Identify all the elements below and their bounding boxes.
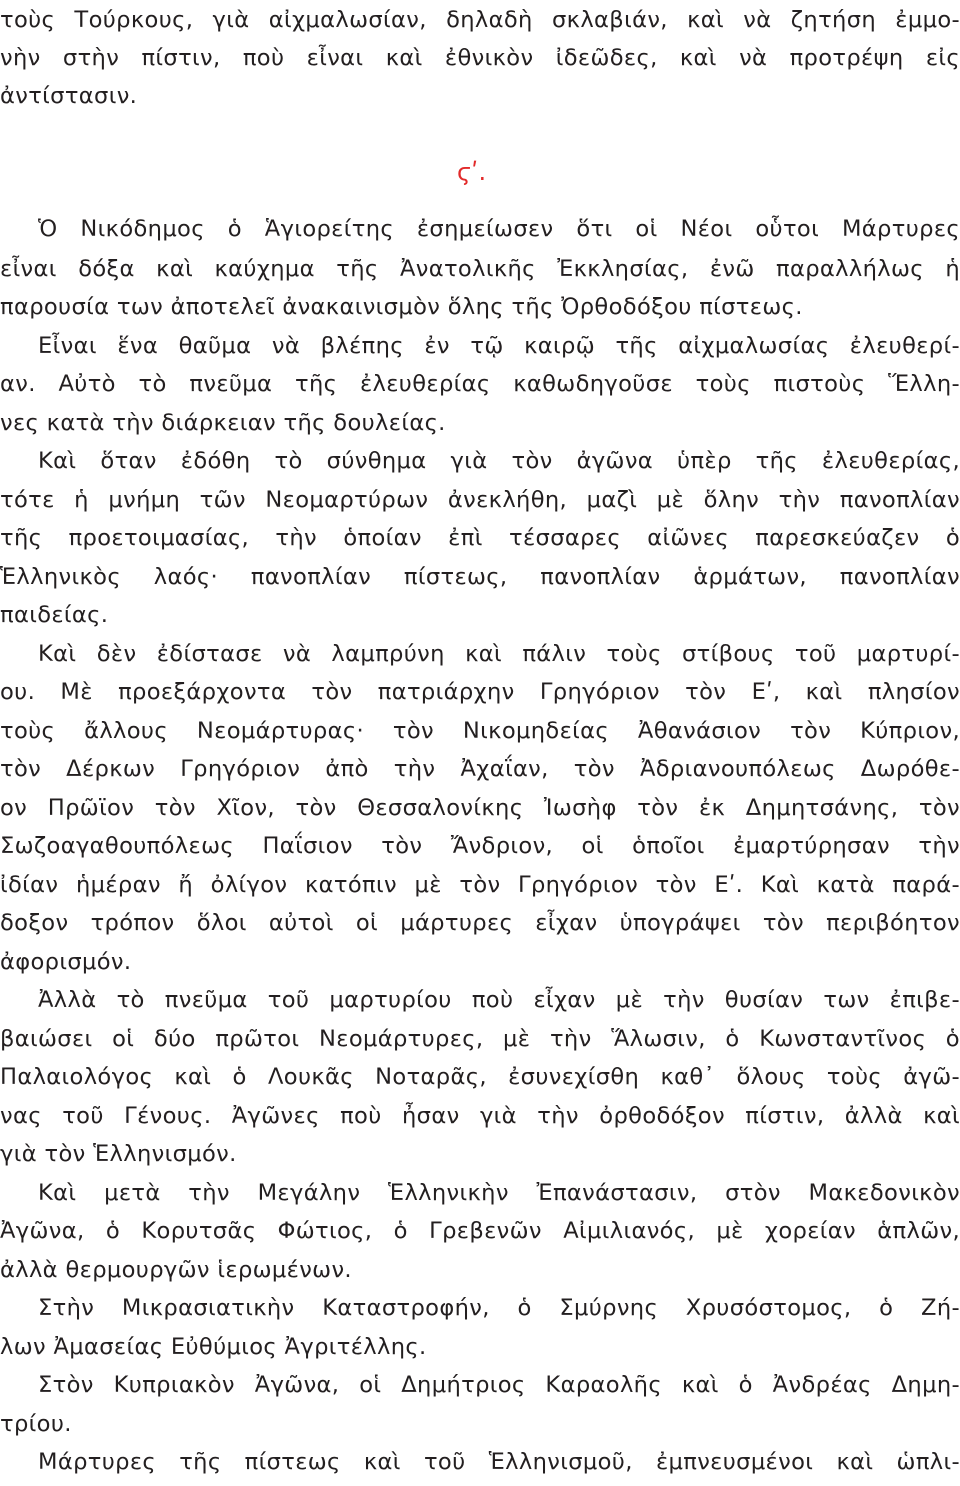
paragraph-first-line: Καὶ μετὰ τὴν Μεγάλην Ἑλληνικὴν Ἐπανάστασιν, στὸν Μακεδονικὸν xyxy=(38,1180,960,1206)
text-line: τότε ἡ μνήμη τῶν Νεομαρτύρων ἀνεκλήθη, μαζὶ μὲ ὅλην τὴν πανοπλίαν xyxy=(0,487,960,513)
paragraph-first-line: Καὶ ὅταν ἐδόθη τὸ σύνθημα γιὰ τὸν ἀγῶνα ὑπὲρ τῆς ἐλευθερίας, xyxy=(38,448,960,474)
text-line: ἰδίαν ἡμέραν ἤ ὀλίγον κατόπιν μὲ τὸν Γρηγόριον τὸν Εʹ. Καὶ κατὰ παρά- xyxy=(0,872,960,898)
text-line: Σωζοαγαθουπόλεως Παΐσιον τὸν Ἄνδριον, οἱ ὁποῖοι ἐμαρτύρησαν τὴν xyxy=(0,833,960,859)
text-line: νες κατὰ τὴν διάρκειαν τῆς δουλείας. xyxy=(0,410,446,436)
text-line: βαιώσει οἱ δύο πρῶτοι Νεομάρτυρες, μὲ τὴν Ἅλωσιν, ὁ Κωνσταντῖνος ὁ xyxy=(0,1026,960,1052)
text-line: αν. Αὐτὸ τὸ πνεῦμα τῆς ἐλευθερίας καθωδηγοῦσε τοὺς πιστοὺς Ἕλλη- xyxy=(0,371,960,397)
text-line: εἶναι δόξα καὶ καύχημα τῆς Ἀνατολικῆς Ἐκκλησίας, ἐνῶ παραλλήλως ἡ xyxy=(0,256,960,282)
text-line: γιὰ τὸν Ἑλληνισμόν. xyxy=(0,1141,237,1167)
section-number: ϛʹ. xyxy=(457,158,487,186)
text-line: Ἀγῶνα, ὁ Κορυτσᾶς Φώτιος, ὁ Γρεβενῶν Αἰμιλιανός, μὲ χορείαν ἁπλῶν, xyxy=(0,1218,960,1244)
text-line: νας τοῦ Γένους. Ἀγῶνες ποὺ ἦσαν γιὰ τὴν ὀρθοδόξον πίστιν, ἀλλὰ καὶ xyxy=(0,1103,960,1129)
text-line: τοὺς ἄλλους Νεομάρτυρας· τὸν Νικομηδείας Ἀθανάσιον τὸν Κύπριον, xyxy=(0,718,960,744)
text-line: παρουσία των ἀποτελεῖ ἀνακαινισμὸν ὅλης τῆς Ὀρθοδόξου πίστεως. xyxy=(0,294,803,320)
text-line: ἀντίστασιν. xyxy=(0,83,138,109)
text-line: νὴν στὴν πίστιν, ποὺ εἶναι καὶ ἐθνικὸν ἰδεῶδες, καὶ νὰ προτρέψη εἰς xyxy=(0,45,960,71)
paragraph-first-line: Στὴν Μικρασιατικὴν Καταστροφήν, ὁ Σμύρνης Χρυσόστομος, ὁ Ζή- xyxy=(38,1295,960,1321)
text-line: Παλαιολόγος καὶ ὁ Λουκᾶς Νοταρᾶς, ἐσυνεχίσθη καθ᾽ ὅλους τοὺς ἀγῶ- xyxy=(0,1064,960,1090)
text-line: τῆς προετοιμασίας, τὴν ὁποίαν ἐπὶ τέσσαρες αἰῶνες παρεσκεύαζεν ὁ xyxy=(0,525,960,551)
paragraph-first-line: Μάρτυρες τῆς πίστεως καὶ τοῦ Ἑλληνισμοῦ, ἐμπνευσμένοι καὶ ὡπλι- xyxy=(38,1449,960,1475)
text-line: τοὺς Τούρκους, γιὰ αἰχμαλωσίαν, δηλαδὴ σκλαβιάν, καὶ νὰ ζητήση ἐμμο- xyxy=(0,7,960,33)
text-line: τὸν Δέρκων Γρηγόριον ἀπὸ τὴν Ἀχαΐαν, τὸν Ἀδριανουπόλεως Δωρόθε- xyxy=(0,756,960,782)
paragraph-first-line: Ὁ Νικόδημος ὁ Ἁγιορείτης ἐσημείωσεν ὅτι οἱ Νέοι οὗτοι Μάρτυρες xyxy=(38,216,960,242)
text-line: ον Πρῶϊον τὸν Χῖον, τὸν Θεσσαλονίκης Ἰωσὴφ τὸν ἐκ Δημητσάνης, τὸν xyxy=(0,795,960,821)
text-line: ἀλλὰ θερμουργῶν ἱερωμένων. xyxy=(0,1257,352,1283)
text-line: τρίου. xyxy=(0,1411,72,1437)
paragraph-first-line: Εἶναι ἕνα θαῦμα νὰ βλέπης ἐν τῷ καιρῷ τῆς αἰχμαλωσίας ἐλευθερί- xyxy=(38,333,960,359)
paragraph-first-line: Καὶ δὲν ἐδίστασε νὰ λαμπρύνη καὶ πάλιν τοὺς στίβους τοῦ μαρτυρί- xyxy=(38,641,960,667)
paragraph-first-line: Ἀλλὰ τὸ πνεῦμα τοῦ μαρτυρίου ποὺ εἶχαν μὲ τὴν θυσίαν των ἐπιβε- xyxy=(38,987,960,1013)
text-line: ου. Μὲ προεξάρχοντα τὸν πατριάρχην Γρηγόριον τὸν Εʹ, καὶ πλησίον xyxy=(0,679,960,705)
text-line: λων Ἀμασείας Εὐθύμιος Ἀγριτέλλης. xyxy=(0,1334,427,1360)
paragraph-first-line: Στὸν Κυπριακὸν Ἀγῶνα, οἱ Δημήτριος Καραολῆς καὶ ὁ Ἀνδρέας Δημη- xyxy=(38,1372,960,1398)
text-line: παιδείας. xyxy=(0,602,109,628)
text-line: ἀφορισμόν. xyxy=(0,949,132,975)
text-line: Ἑλληνικὸς λαός· πανοπλίαν πίστεως, πανοπλίαν ἁρμάτων, πανοπλίαν xyxy=(0,564,960,590)
text-line: δοξον τρόπον ὅλοι αὐτοὶ οἱ μάρτυρες εἶχαν ὑπογράψει τὸν περιβόητον xyxy=(0,910,960,936)
